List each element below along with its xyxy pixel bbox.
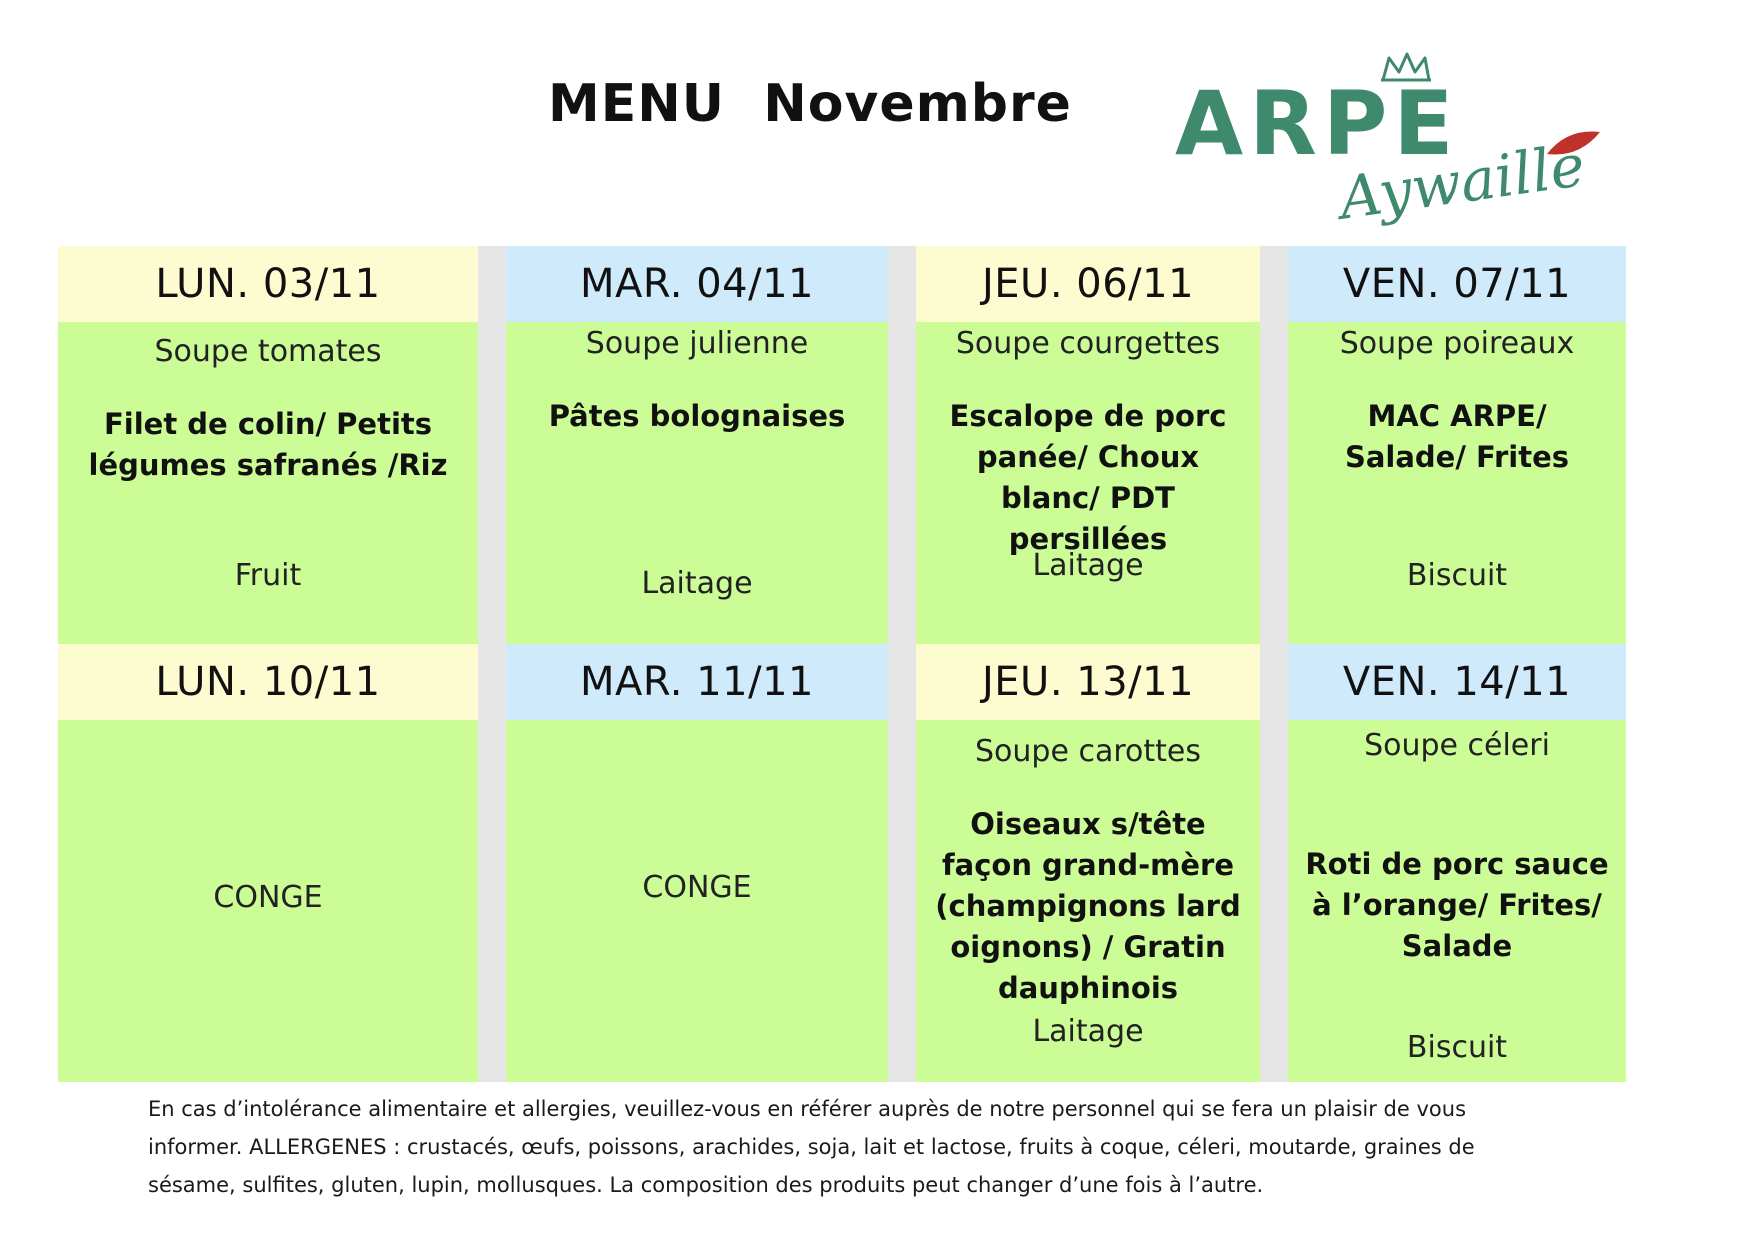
dessert-item: Laitage [1032, 548, 1144, 583]
soup-item: Soupe céleri [1364, 728, 1550, 763]
arpe-logo [1175, 50, 1615, 240]
logo-subtitle: Aywaille [1335, 131, 1589, 233]
day-header: MAR. 11/11 [506, 644, 888, 720]
logo-wordmark: ARPE [1175, 72, 1460, 175]
day-body [506, 322, 888, 644]
day-header: VEN. 07/11 [1288, 246, 1626, 322]
dessert-item: Laitage [641, 566, 753, 601]
soup-item: Soupe julienne [585, 326, 809, 361]
day-body [916, 720, 1260, 1082]
dessert-item: Fruit [234, 558, 302, 593]
main-dish: MAC ARPE/ Salade/ Frites [1344, 399, 1570, 474]
main-dish: Escalope de porc panée/ Choux blanc/ PDT persillées [949, 399, 1227, 556]
day-header: LUN. 10/11 [58, 644, 478, 720]
holiday-label: CONGE [642, 870, 752, 905]
main-dish: Pâtes bolognaises [548, 399, 846, 433]
day-card [506, 246, 888, 644]
soup-item: Soupe tomates [154, 334, 382, 369]
menu-grid [58, 246, 1626, 1082]
day-body [916, 322, 1260, 644]
dessert-item: Laitage [1032, 1014, 1144, 1049]
page-title: MENU Novembre [548, 74, 1072, 134]
day-body [58, 720, 478, 1082]
soup-item: Soupe courgettes [955, 326, 1221, 361]
main-dish: Roti de porc sauce à l’orange/ Frites/ Salade [1305, 847, 1609, 963]
day-card [1288, 644, 1626, 1082]
day-header: JEU. 06/11 [916, 246, 1260, 322]
day-card [506, 644, 888, 1082]
day-body [58, 322, 478, 644]
day-header: JEU. 13/11 [916, 644, 1260, 720]
dessert-item: Biscuit [1406, 1030, 1508, 1065]
day-body [506, 720, 888, 1082]
day-card [1288, 246, 1626, 644]
soup-item: Soupe carottes [975, 734, 1201, 769]
day-card [916, 644, 1260, 1082]
day-card [58, 246, 478, 644]
main-dish: Filet de colin/ Petits légumes safranés /Riz [88, 407, 448, 482]
holiday-label: CONGE [213, 880, 323, 915]
soup-item: Soupe poireaux [1339, 326, 1575, 361]
allergen-notice: En cas d’intolérance alimentaire et allergies, veuillez-vous en référer auprès de notre personnel qui se fera un plaisir de vous informer. ALLERGENES : crustacés, œufs, poissons, arachides, soja, lait et lactose, fruits à coque, céleri, moutarde, graines de sésame, sulfites, gluten, lupin, mollusques. La composition des produits peut changer d’une fois à l’autre. [148, 1097, 1475, 1197]
main-dish: Oiseaux s/tête façon grand-mère (champignons lard oignons) / Gratin dauphinois [935, 807, 1241, 1005]
day-header: MAR. 04/11 [506, 246, 888, 322]
day-card [58, 644, 478, 1082]
day-header: LUN. 03/11 [58, 246, 478, 322]
day-header: VEN. 14/11 [1288, 644, 1626, 720]
day-body [1288, 720, 1626, 1082]
day-card [916, 246, 1260, 644]
dessert-item: Biscuit [1406, 558, 1508, 593]
day-body [1288, 322, 1626, 644]
